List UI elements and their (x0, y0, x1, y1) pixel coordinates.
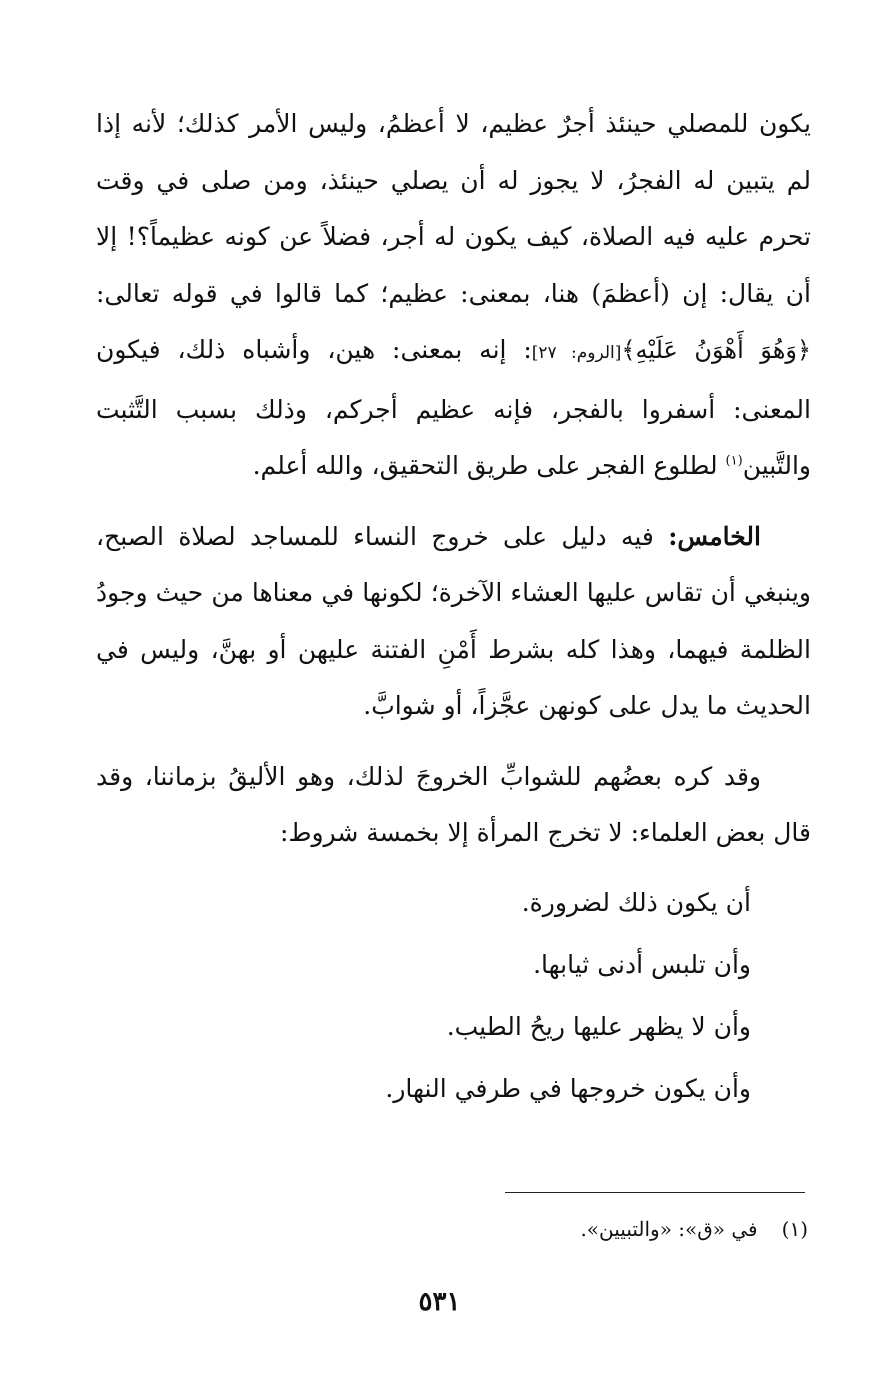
section-label-fifth: الخامس: (668, 521, 761, 551)
main-text (96, 96, 811, 1120)
page-number: ٥٣١ (418, 1287, 461, 1317)
condition-item: وأن لا يظهر عليها ريحُ الطيب. (446, 1011, 751, 1041)
conditions-list (96, 872, 811, 1120)
footnote (96, 1212, 808, 1246)
paragraph-1-part-2: : إنه بمعنى: هين، وأشباه ذلك، فيكون المعنى: أسفروا بالفجر، فإنه عظيم أجركم، وذلك بسبب التَّثبت والتَّبين (96, 335, 811, 480)
footnote-number: (١) (781, 1217, 808, 1241)
condition-item: وأن تلبس أدنى ثيابها. (533, 949, 751, 979)
paragraph-3 (96, 749, 811, 862)
paragraph-1-part-1: يكون للمصلي حينئذ أجرٌ عظيم، لا أعظمُ، وليس الأمر كذلك؛ لأنه إذا لم يتبين له الفجرُ، لا يجوز له أن يصلي حينئذ، ومن صلى في وقت تحرم عليه فيه الصلاة، كيف يكون له أجر، فضلاً عن كونه عظيماً؟! إلا أن يقال: إن (أعظمَ) هنا، بمعنى: عظيم؛ كما قالوا في قوله تعالى: (96, 109, 811, 308)
condition-item: وأن يكون خروجها في طرفي النهار. (385, 1073, 751, 1103)
condition-item: أن يكون ذلك لضرورة. (521, 887, 751, 917)
paragraph-2-text: فيه دليل على خروج النساء للمساجد لصلاة الصبح، وينبغي أن تقاس عليها العشاء الآخرة؛ لكونها في معناها من حيث وجودُ الظلمة فيهما، وهذا كله بشرط أَمْنِ الفتنة عليهن أو بهنَّ، وليس في الحديث ما يدل على كونهن عجَّزاً، أو شوابَّ. (96, 521, 811, 720)
quran-reference: [الروم: ٢٧] (531, 343, 622, 363)
paragraph-1 (96, 96, 811, 495)
footnote-text: في «ق»: «والتبيين». (580, 1217, 758, 1241)
footnote-marker[interactable]: (١) (725, 453, 743, 469)
paragraph-2 (96, 509, 811, 735)
quran-verse: ﴿وَهُوَ أَهْوَنُ عَلَيْهِ﴾ (621, 336, 812, 364)
footnote-divider (505, 1192, 805, 1193)
paragraph-3-text: وقد كره بعضُهم للشوابِّ الخروجَ لذلك، وهو الأليقُ بزماننا، وقد قال بعض العلماء: لا تخرج المرأة إلا بخمسة شروط: (96, 761, 811, 847)
paragraph-1-part-3: لطلوع الفجر على طريق التحقيق، والله أعلم. (252, 451, 726, 480)
